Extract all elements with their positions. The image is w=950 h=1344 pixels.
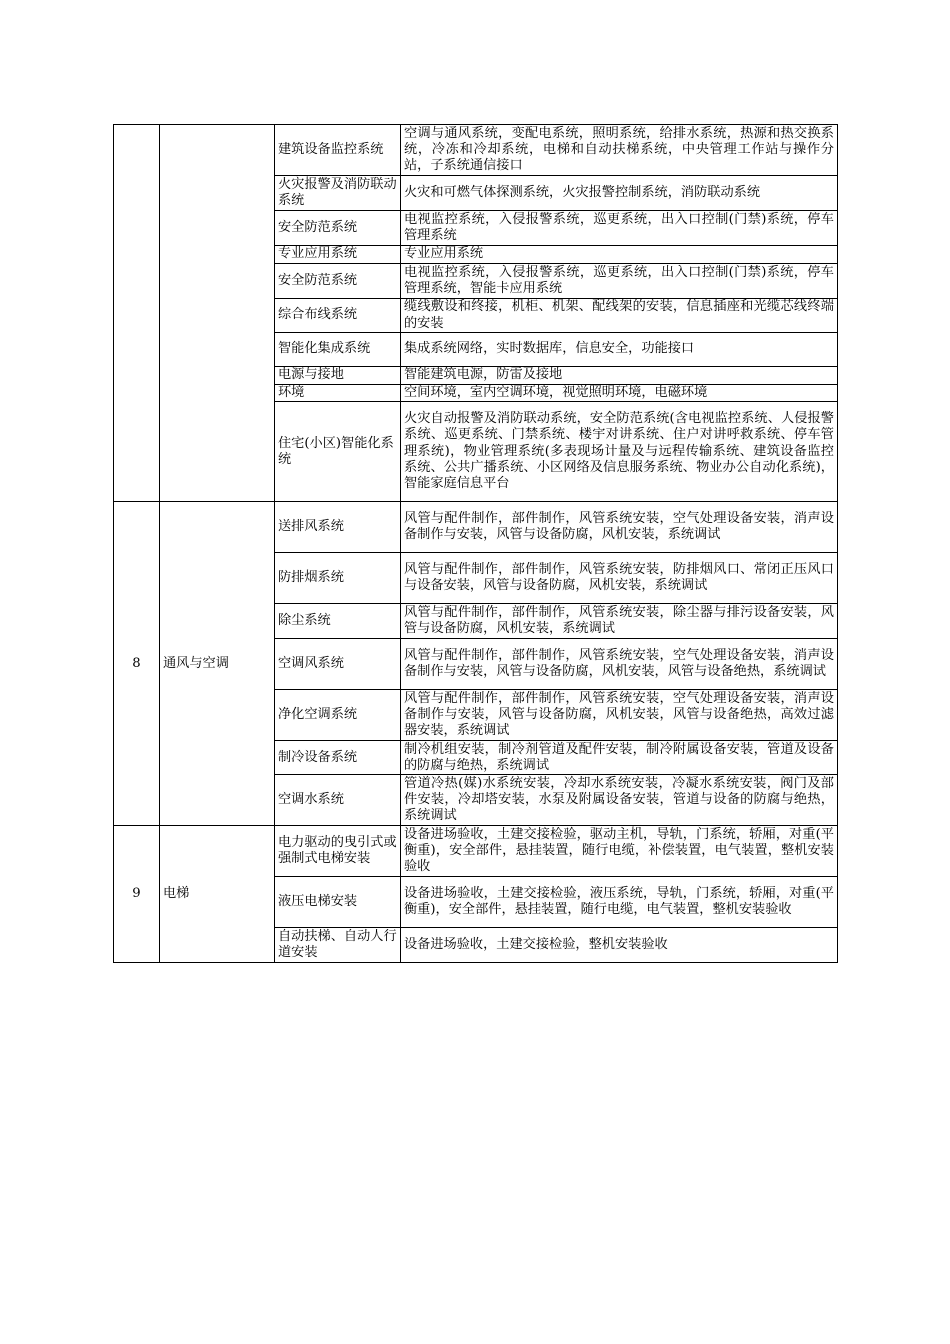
- content-description: 电视监控系统，入侵报警系统，巡更系统，出入口控制(门禁)系统，停车管理系统: [401, 211, 838, 246]
- subsystem-name: 制冷设备系统: [275, 741, 401, 775]
- content-description: 缆线敷设和终接，机柜、机架、配线架的安装，信息插座和光缆芯线终端的安装: [401, 299, 838, 333]
- content-description: 设备进场验收，土建交接检验，整机安装验收: [401, 928, 838, 963]
- content-description: 火灾和可燃气体探测系统，火灾报警控制系统，消防联动系统: [401, 176, 838, 211]
- subsystem-name: 住宅(小区)智能化系统: [275, 402, 401, 502]
- table-row: [114, 826, 838, 877]
- subsystem-name: 综合布线系统: [275, 299, 401, 333]
- subsystem-name: 安全防范系统: [275, 211, 401, 246]
- category-name: [160, 125, 275, 502]
- subsystem-name: 空调风系统: [275, 639, 401, 690]
- content-description: 电视监控系统，入侵报警系统，巡更系统，出入口控制(门禁)系统，停车管理系统，智能卡应用系统: [401, 264, 838, 299]
- acceptance-table: [113, 124, 838, 963]
- subsystem-name: 净化空调系统: [275, 690, 401, 741]
- content-description: 管道冷热(媒)水系统安装，冷却水系统安装，冷凝水系统安装，阀门及部件安装，冷却塔安装，水泵及附属设备安装，管道与设备的防腐与绝热，系统调试: [401, 775, 838, 826]
- content-description: 风管与配件制作，部件制作，风管系统安装，空气处理设备安装，消声设备制作与安装，风管与设备防腐，风机安装，风管与设备绝热，系统调试: [401, 639, 838, 690]
- subsystem-name: 自动扶梯、自动人行道安装: [275, 928, 401, 963]
- subsystem-name: 智能化集成系统: [275, 333, 401, 367]
- content-description: 专业应用系统: [401, 246, 838, 264]
- item-number: [114, 125, 160, 502]
- subsystem-name: 安全防范系统: [275, 264, 401, 299]
- subsystem-name: 建筑设备监控系统: [275, 125, 401, 176]
- content-description: 智能建筑电源，防雷及接地: [401, 367, 838, 385]
- content-description: 空间环境，室内空调环境，视觉照明环境，电磁环境: [401, 385, 838, 402]
- subsystem-name: 火灾报警及消防联动系统: [275, 176, 401, 211]
- item-number: 9: [114, 826, 160, 963]
- content-description: 风管与配件制作，部件制作，风管系统安装，空气处理设备安装，消声设备制作与安装，风管与设备防腐，风机安装，风管与设备绝热，高效过滤器安装，系统调试: [401, 690, 838, 741]
- content-description: 风管与配件制作，部件制作，风管系统安装，空气处理设备安装，消声设备制作与安装，风管与设备防腐，风机安装，系统调试: [401, 502, 838, 553]
- subsystem-name: 电源与接地: [275, 367, 401, 385]
- subsystem-name: 专业应用系统: [275, 246, 401, 264]
- subsystem-name: 空调水系统: [275, 775, 401, 826]
- category-name: 电梯: [160, 826, 275, 963]
- content-description: 火灾自动报警及消防联动系统，安全防范系统(含电视监控系统、人侵报警系统、巡更系统、门禁系统、楼宇对讲系统、住户对讲呼救系统、停车管理系统)，物业管理系统(多表现场计量及与远程传输系统、建筑设备监控系统、公共广播系统、小区网络及信息服务系统、物业办公自动化系统)，智能家庭信息平台: [401, 402, 838, 502]
- subsystem-name: 除尘系统: [275, 604, 401, 639]
- content-description: 空调与通风系统，变配电系统，照明系统，给排水系统，热源和热交换系统，冷冻和冷却系统，电梯和自动扶梯系统，中央管理工作站与操作分站，子系统通信接口: [401, 125, 838, 176]
- content-description: 风管与配件制作，部件制作，风管系统安装，除尘器与排污设备安装，风管与设备防腐，风机安装，系统调试: [401, 604, 838, 639]
- category-name: 通风与空调: [160, 502, 275, 826]
- content-description: 制冷机组安装，制冷剂管道及配件安装，制冷附属设备安装，管道及设备的防腐与绝热，系统调试: [401, 741, 838, 775]
- content-description: 风管与配件制作，部件制作，风管系统安装，防排烟风口、常闭正压风口与设备安装，风管与设备防腐，风机安装，系统调试: [401, 553, 838, 604]
- table-row: [114, 502, 838, 553]
- item-number: 8: [114, 502, 160, 826]
- content-description: 集成系统网络，实时数据库，信息安全，功能接口: [401, 333, 838, 367]
- content-description: 设备进场验收，土建交接检验，驱动主机，导轨，门系统，轿厢，对重(平衡重)，安全部件，悬挂装置，随行电缆，补偿装置，电气装置，整机安装验收: [401, 826, 838, 877]
- subsystem-name: 送排风系统: [275, 502, 401, 553]
- subsystem-name: 液压电梯安装: [275, 877, 401, 928]
- table-row: [114, 125, 838, 176]
- subsystem-name: 环境: [275, 385, 401, 402]
- subsystem-name: 电力驱动的曳引式或强制式电梯安装: [275, 826, 401, 877]
- subsystem-name: 防排烟系统: [275, 553, 401, 604]
- content-description: 设备进场验收，土建交接检验，液压系统，导轨，门系统，轿厢，对重(平衡重)，安全部件，悬挂装置，随行电缆，电气装置，整机安装验收: [401, 877, 838, 928]
